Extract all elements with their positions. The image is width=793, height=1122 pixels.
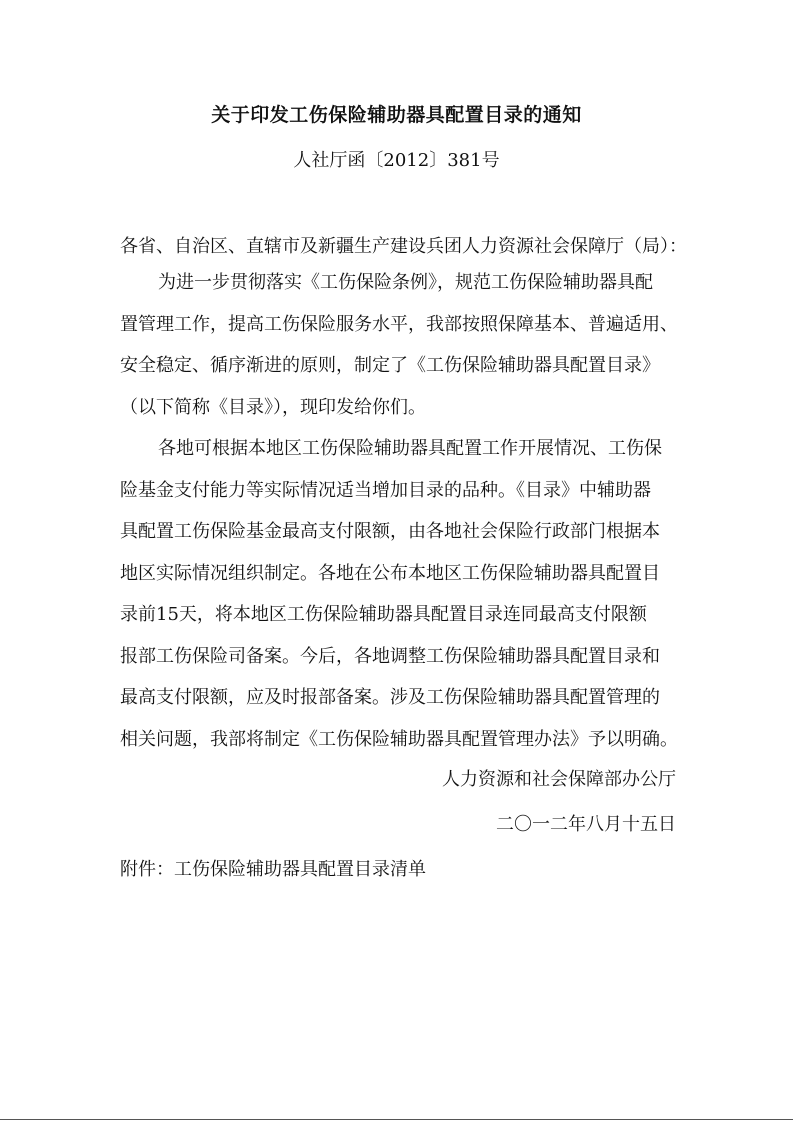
signature-date: 二〇一二年八月十五日 <box>496 814 676 835</box>
paragraph-line: 为进一步贯彻落实《工伤保险条例》，规范工伤保险辅助器具配 <box>158 272 653 293</box>
paragraph-line: 具配置工伤保险基金最高支付限额，由各地社会保险行政部门根据本 <box>120 521 660 542</box>
document-title: 关于印发工伤保险辅助器具配置目录的通知 <box>211 104 582 126</box>
paragraph-1 <box>120 262 676 428</box>
paragraph-line: 相关问题，我部将制定《工伤保险辅助器具配置管理办法》予以明确。 <box>120 728 678 750</box>
paragraph-line: 置管理工作，提高工伤保险服务水平，我部按照保障基本、普遍适用、 <box>120 313 678 335</box>
paragraph-line: （以下简称《目录》），现印发给你们。 <box>120 396 426 418</box>
paragraph-line: 险基金支付能力等实际情况适当增加目录的品种。《目录》中辅助器 <box>120 479 651 501</box>
signature-organization: 人力资源和社会保障部办公厅 <box>442 769 676 790</box>
paragraph-line: 安全稳定、循序渐进的原则，制定了《工伤保险辅助器具配置目录》 <box>120 355 660 376</box>
paragraph-line: 报部工伤保险司备案。今后，各地调整工伤保险辅助器具配置目录和 <box>120 645 660 667</box>
paragraph-line: 地区实际情况组织制定。各地在公布本地区工伤保险辅助器具配置目 <box>120 562 660 584</box>
paragraph-2 <box>120 428 676 760</box>
document-number: 人社厅函〔2012〕381号 <box>293 150 500 171</box>
salutation: 各省、自治区、直辖市及新疆生产建设兵团人力资源社会保障厅（局）： <box>120 236 687 257</box>
paragraph-line: 各地可根据本地区工伤保险辅助器具配置工作开展情况、工伤保 <box>158 438 662 459</box>
paragraph-line: 录前15天，将本地区工伤保险辅助器具配置目录连同最高支付限额 <box>120 604 647 625</box>
page-bottom-divider <box>0 1119 793 1120</box>
paragraph-line: 最高支付限额，应及时报部备案。涉及工伤保险辅助器具配置管理的 <box>120 687 660 708</box>
attachment-note: 附件：工伤保险辅助器具配置目录清单 <box>120 859 426 880</box>
